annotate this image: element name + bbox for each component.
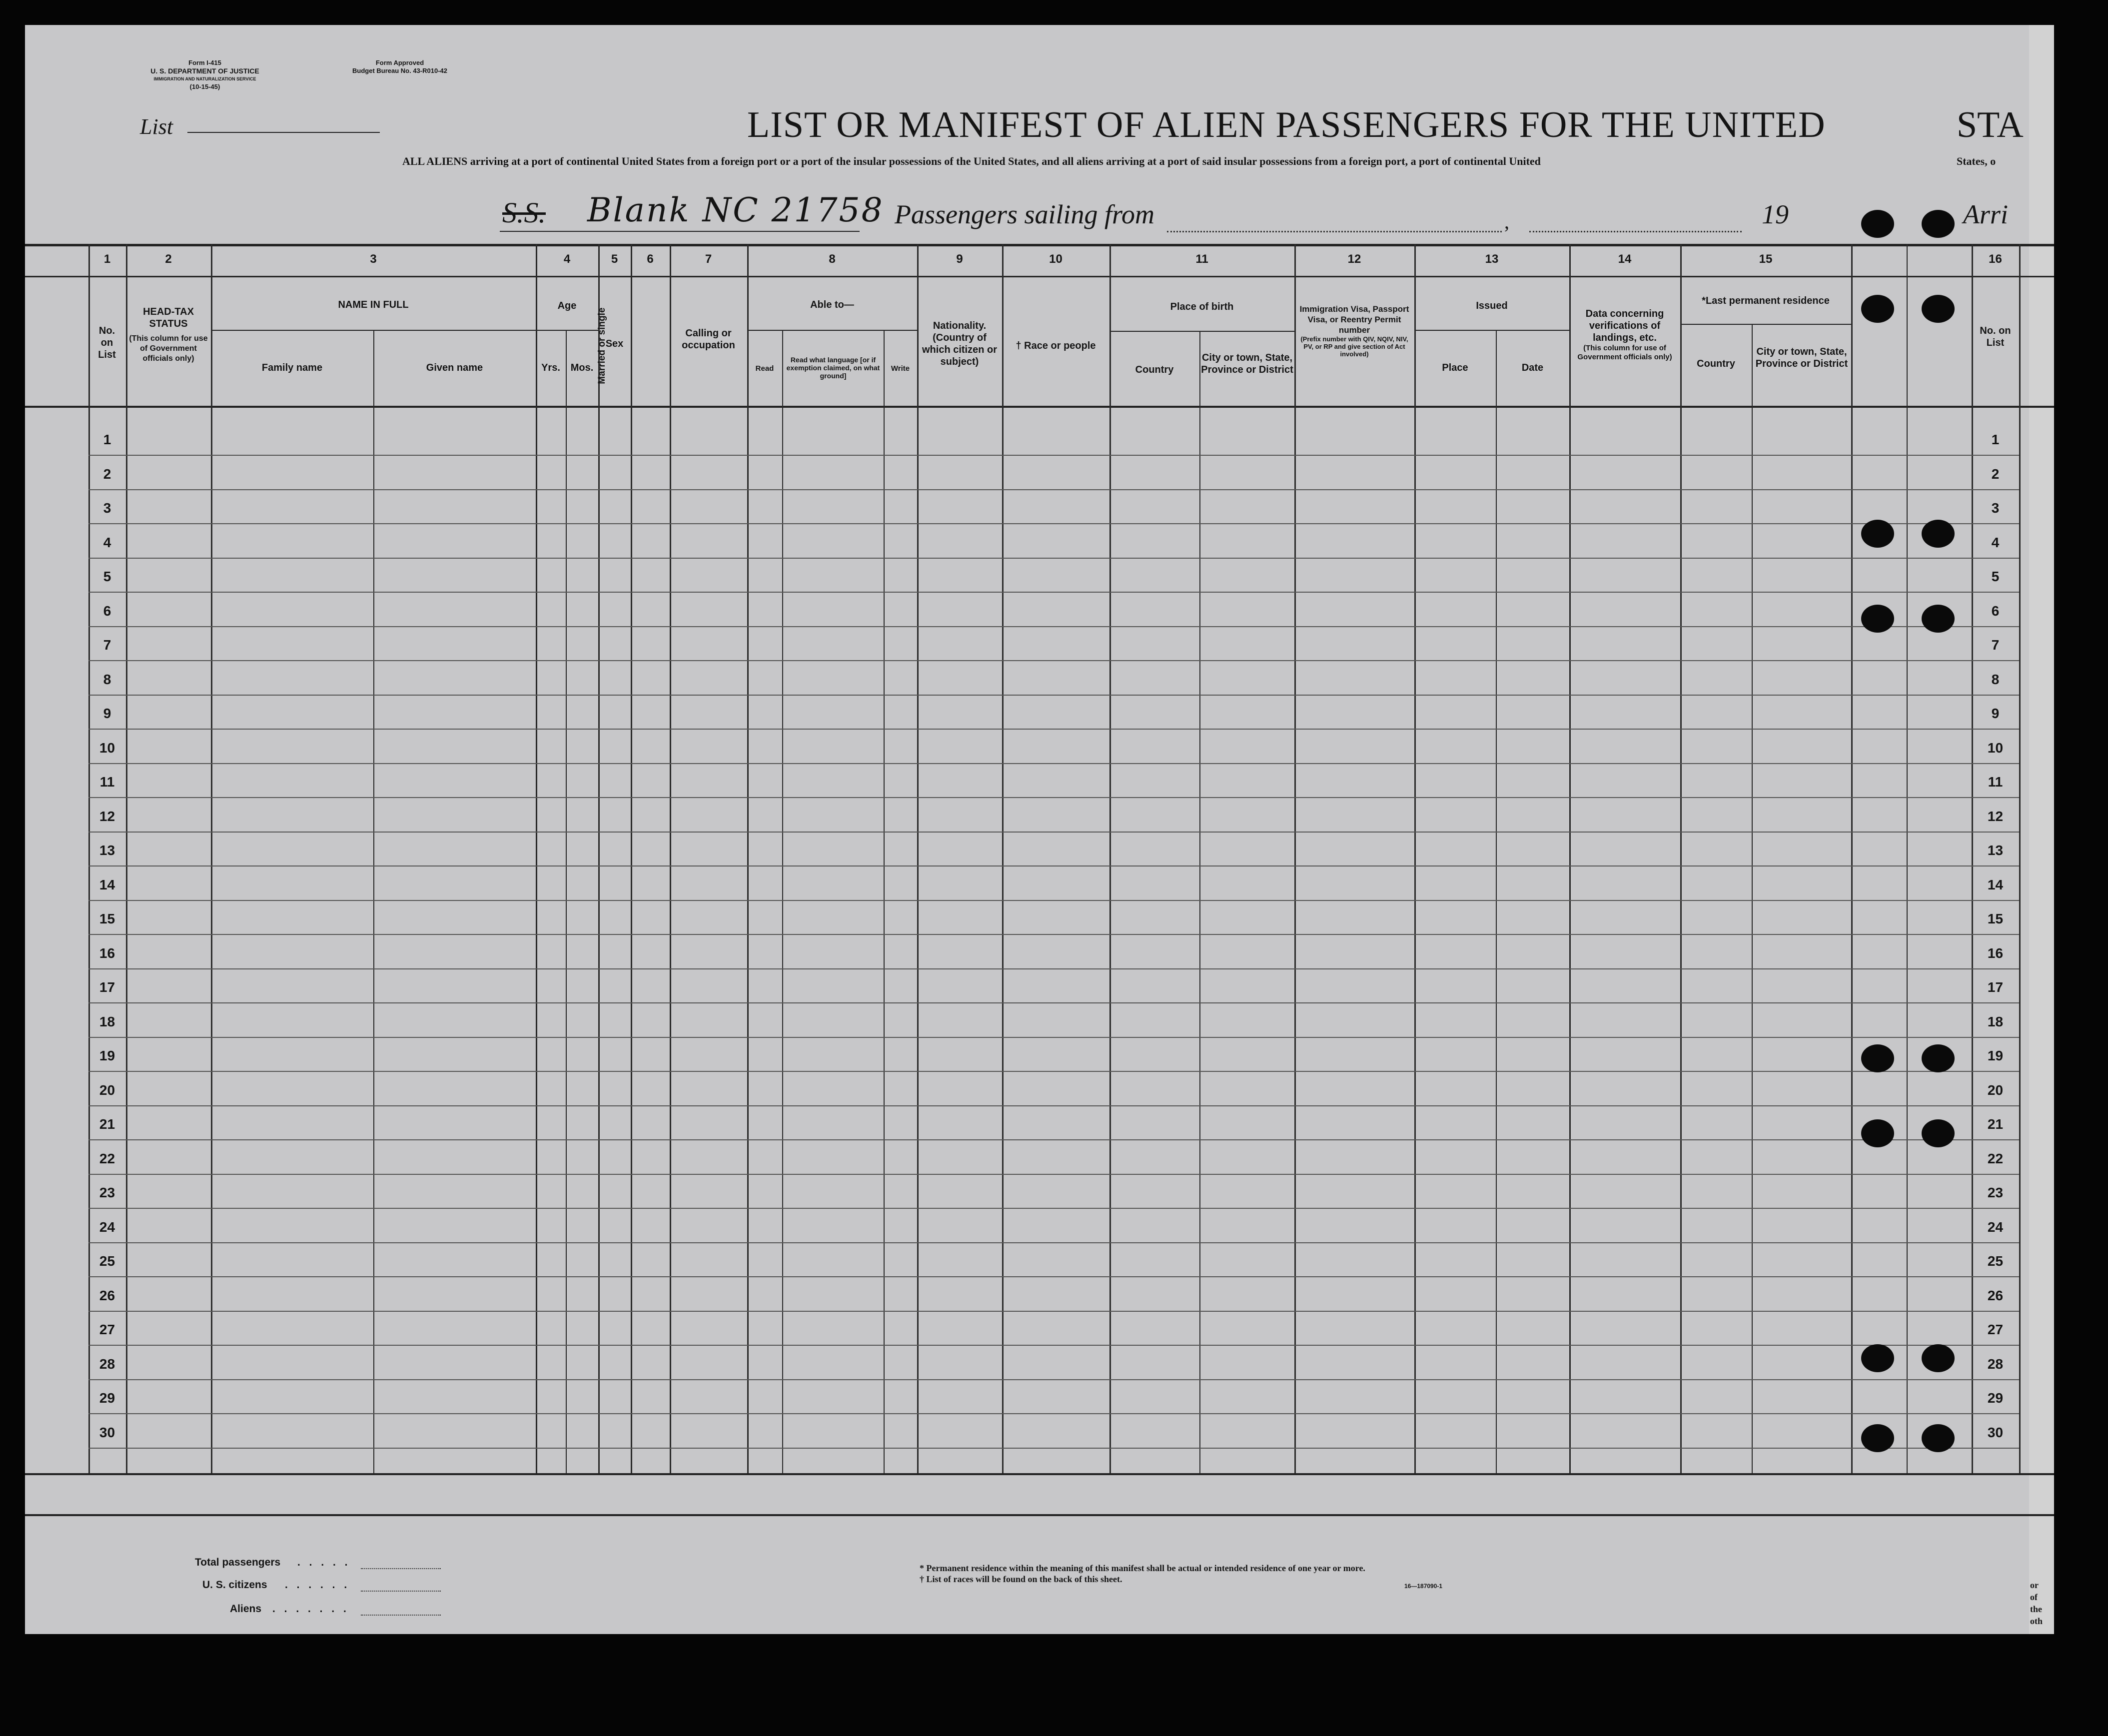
punch-hole: [1922, 1344, 1955, 1372]
punch-hole: [1922, 1424, 1955, 1452]
row-divider: [88, 1413, 2019, 1414]
col-line: [1109, 244, 1111, 1473]
comma: ,: [1504, 210, 1509, 233]
column-number-border: [25, 276, 2054, 277]
edge-text-line: oth: [2030, 1616, 2043, 1626]
row-number: 18: [99, 1013, 115, 1029]
header-mos: Mos.: [570, 362, 594, 373]
header-data-concerning: [1572, 308, 1678, 362]
header-residence-country: Country: [1697, 358, 1735, 369]
row-divider: [88, 1002, 2019, 1003]
aliens-field[interactable]: [361, 1615, 441, 1616]
total-passengers-field[interactable]: [361, 1568, 441, 1569]
col-line: [1851, 244, 1853, 1473]
punch-hole: [1861, 605, 1894, 633]
header-sex: Sex: [605, 338, 624, 349]
header-nationality: Nationality. (Country of which citizen or subject): [922, 320, 998, 367]
row-number-right: 6: [1991, 603, 2000, 619]
table-top-border: [25, 244, 2054, 246]
col-number: 13: [1485, 252, 1499, 266]
header-write: Write: [891, 364, 910, 373]
punch-hole: [1922, 520, 1955, 548]
department: U. S. DEPARTMENT OF JUSTICE: [150, 67, 259, 75]
edge-text-line: or: [2030, 1580, 2039, 1590]
footnote-residence: * Permanent residence within the meaning of this manifest shall be actual or intended residence of one year or more.: [920, 1563, 1365, 1573]
col-number: 6: [647, 252, 654, 266]
row-number: 19: [99, 1048, 115, 1063]
row-divider: [88, 1105, 2019, 1106]
col-number: 5: [611, 252, 618, 266]
row-divider: [88, 729, 2019, 730]
row-divider: [88, 934, 2019, 935]
header-issued-place: Place: [1442, 362, 1468, 373]
row-divider: [88, 1139, 2019, 1140]
list-label: List: [140, 114, 173, 139]
col-line: [1199, 331, 1200, 1473]
issued-subheader-line: [1414, 330, 1569, 331]
head-tax-label: HEAD-TAX STATUS: [143, 306, 194, 329]
row-divider: [88, 523, 2019, 524]
col-line: [782, 330, 783, 1473]
row-divider: [88, 660, 2019, 661]
edge-text: [2030, 1579, 2043, 1627]
row-number: 10: [99, 740, 115, 756]
header-yrs: Yrs.: [541, 362, 560, 373]
row-divider: [88, 1242, 2019, 1243]
aliens-label: Aliens: [230, 1603, 262, 1615]
row-number: 25: [99, 1253, 115, 1269]
header-no-on-list-right: No. on List: [1980, 325, 2011, 348]
row-number: 14: [99, 876, 115, 892]
col-number: 15: [1759, 252, 1773, 266]
dots: . . . . .: [297, 1557, 351, 1568]
form-info: [115, 59, 295, 91]
birth-subheader-line: [1109, 331, 1294, 332]
edge-text-line: of: [2030, 1592, 2038, 1602]
row-number-right: 28: [1987, 1356, 2004, 1372]
row-number: 30: [99, 1424, 115, 1440]
header-calling: Calling or occupation: [682, 328, 735, 351]
punch-hole: [1861, 1044, 1894, 1072]
col-line: [747, 244, 749, 1473]
row-divider: [88, 626, 2019, 627]
row-divider: [88, 1037, 2019, 1038]
col-number: 10: [1049, 252, 1062, 266]
row-number: 24: [99, 1219, 115, 1235]
total-passengers-label: Total passengers: [195, 1557, 281, 1568]
col-number: 3: [370, 252, 377, 266]
row-number-right: 10: [1987, 740, 2004, 756]
footnote-races: † List of races will be found on the back of this sheet.: [920, 1574, 1122, 1584]
row-number: 12: [99, 808, 115, 824]
row-number: 5: [103, 569, 111, 584]
header-issued: Issued: [1476, 300, 1508, 311]
row-number: 20: [99, 1082, 115, 1098]
header-read: Read: [755, 364, 774, 373]
punch-hole: [1922, 210, 1955, 238]
header-read-language: Read what language [or if exemption claimed, on what ground]: [786, 356, 880, 380]
row-divider: [88, 968, 2019, 969]
punch-hole: [1861, 295, 1894, 323]
header-family-name: Family name: [261, 362, 323, 373]
row-number: 2: [103, 466, 111, 482]
col-number: 14: [1618, 252, 1632, 266]
data-concerning-note: (This column for use of Government officials only): [1577, 344, 1672, 361]
row-number: 21: [99, 1116, 115, 1132]
row-number-right: 15: [1987, 911, 2004, 926]
row-number-right: 26: [1987, 1287, 2004, 1303]
header-age: Age: [557, 300, 577, 311]
page-title: LIST OR MANIFEST OF ALIEN PASSENGERS FOR THE UNITED: [747, 104, 1826, 145]
sailing-date-field[interactable]: [1529, 231, 1742, 232]
row-number: 15: [99, 911, 115, 926]
row-number-right: 12: [1987, 808, 2004, 824]
row-number-right: 20: [1987, 1082, 2004, 1098]
row-number: 1: [103, 432, 111, 447]
punch-hole: [1861, 520, 1894, 548]
col-line: [1414, 244, 1416, 1473]
header-place-of-birth: Place of birth: [1170, 301, 1234, 312]
col-line: [126, 244, 127, 1473]
table-bottom-border: [25, 1473, 2054, 1475]
row-number-right: 13: [1987, 843, 2004, 858]
col-number: 2: [165, 252, 172, 266]
header-name-in-full: NAME IN FULL: [338, 299, 409, 310]
ship-line: [500, 231, 860, 232]
col-line: [2019, 244, 2021, 1473]
col-line: [670, 244, 671, 1473]
row-number: 22: [99, 1150, 115, 1166]
dots: . . . . . . .: [272, 1603, 349, 1615]
header-birth-country: Country: [1135, 364, 1174, 375]
row-number-right: 14: [1987, 876, 2004, 892]
row-number: 13: [99, 843, 115, 858]
row-number-right: 25: [1987, 1253, 2004, 1269]
row-number-right: 4: [1991, 534, 2000, 550]
col-line: [373, 330, 374, 1473]
row-number-right: 21: [1987, 1116, 2004, 1132]
row-number: 8: [103, 671, 111, 687]
row-divider: [88, 489, 2019, 490]
sailing-from-label: Passengers sailing from: [895, 199, 1155, 229]
row-number: 27: [99, 1322, 115, 1337]
header-married: Married or single: [597, 307, 607, 384]
ship-name-handwritten: Blank NC 21758: [587, 191, 884, 229]
punch-hole: [1922, 295, 1955, 323]
row-divider: [88, 1311, 2019, 1312]
col-line: [1680, 244, 1682, 1473]
row-number-right: 24: [1987, 1219, 2004, 1235]
col-number: 11: [1195, 252, 1208, 266]
row-number-right: 22: [1987, 1150, 2004, 1166]
manifest-sheet: [25, 25, 2049, 1634]
approved-label: Form Approved: [375, 59, 424, 66]
punch-hole: [1861, 1344, 1894, 1372]
header-residence-city: City or town, State, Province or District: [1755, 346, 1848, 369]
punch-hole: [1861, 210, 1894, 238]
arrival-label: Arri: [1963, 199, 2009, 229]
row-number-right: 2: [1991, 466, 2000, 482]
row-number-right: 8: [1991, 671, 2000, 687]
col-number: 7: [705, 252, 712, 266]
col-number: 4: [563, 252, 571, 266]
row-number: 3: [103, 500, 111, 516]
row-number-right: 18: [1987, 1013, 2004, 1029]
row-number: 16: [99, 945, 115, 961]
footer-top-border: [25, 1514, 2054, 1516]
header-head-tax: [128, 306, 209, 364]
dots: . . . . . .: [285, 1579, 350, 1591]
row-number-right: 16: [1987, 945, 2004, 961]
row-number-right: 3: [1991, 500, 2000, 516]
row-number-right: 5: [1991, 569, 2000, 584]
year-label: 19: [1762, 199, 1789, 229]
edge-text-line: the: [2030, 1604, 2042, 1614]
next-sheet-edge: [2029, 25, 2054, 1634]
row-divider: [88, 1174, 2019, 1175]
punch-hole: [1922, 605, 1955, 633]
form-date: (10-15-45): [189, 83, 220, 90]
row-divider: [88, 832, 2019, 833]
punch-hole: [1922, 1119, 1955, 1147]
row-number-right: 11: [1988, 774, 2003, 790]
col-line: [631, 244, 632, 1473]
col-line: [1569, 244, 1571, 1473]
row-number-right: 27: [1987, 1322, 2004, 1337]
col-number: 9: [956, 252, 963, 266]
row-number-right: 9: [1991, 706, 2000, 721]
row-number: 28: [99, 1356, 115, 1372]
row-divider: [88, 797, 2019, 798]
header-bottom-border: [25, 406, 2054, 408]
header-visa: [1296, 304, 1412, 358]
col-line: [1496, 330, 1497, 1473]
header-birth-city: City or town, State, Province or District: [1201, 352, 1293, 375]
us-citizens-label: U. S. citizens: [202, 1579, 267, 1591]
col-line: [566, 330, 567, 1473]
row-divider: [88, 1276, 2019, 1277]
row-divider: [88, 1208, 2019, 1209]
age-subheader-line: [536, 330, 598, 331]
col-number: 12: [1347, 252, 1361, 266]
col-number: 8: [829, 252, 836, 266]
sailing-from-field[interactable]: [1167, 231, 1502, 232]
row-number: 23: [99, 1185, 115, 1200]
row-number: 11: [99, 774, 115, 790]
punch-hole: [1922, 1044, 1955, 1072]
col-number: 16: [1989, 252, 2002, 266]
row-number: 29: [99, 1390, 115, 1406]
row-number: 6: [103, 603, 111, 619]
punch-hole: [1861, 1424, 1894, 1452]
subtitle-continued: States, o: [1957, 155, 1996, 167]
row-number: 7: [103, 637, 111, 653]
punch-hole: [1861, 1119, 1894, 1147]
row-number: 17: [99, 979, 115, 995]
row-number: 26: [99, 1287, 115, 1303]
col-number: 1: [103, 252, 111, 266]
row-number-right: 1: [1991, 432, 2000, 447]
row-number: 9: [103, 706, 111, 721]
row-divider: [88, 1379, 2019, 1380]
row-divider: [88, 455, 2019, 456]
visa-label: Immigration Visa, Passport Visa, or Reentry Permit number: [1299, 304, 1409, 335]
header-able-to: Able to—: [810, 299, 854, 310]
row-divider: [88, 1071, 2019, 1072]
service: IMMIGRATION AND NATURALIZATION SERVICE: [153, 76, 256, 81]
col-line: [211, 244, 212, 1473]
row-number-right: 29: [1987, 1390, 2004, 1406]
header-race: † Race or people: [1016, 340, 1096, 351]
budget-number: Budget Bureau No. 43-R010-42: [352, 67, 447, 74]
row-number: 4: [103, 534, 111, 550]
row-divider: [88, 1448, 2019, 1449]
subtitle: ALL ALIENS arriving at a port of continental United States from a foreign port or a port of the insular possessions of the United States, and all aliens arriving at a port of said insular possessions from a foreign port, a port of continental United: [402, 155, 1541, 167]
col-line: [598, 244, 600, 1473]
row-number-right: 17: [1987, 979, 2004, 995]
col-line: [884, 330, 885, 1473]
row-divider: [88, 558, 2019, 559]
row-divider: [88, 695, 2019, 696]
row-divider: [88, 866, 2019, 867]
col-line: [536, 244, 537, 1473]
row-number-right: 7: [1991, 637, 2000, 653]
head-tax-note: (This column for use of Government officials only): [129, 334, 208, 363]
approval-info: [325, 59, 475, 75]
header-issued-date: Date: [1521, 362, 1544, 373]
row-divider: [88, 900, 2019, 901]
col-line: [1907, 244, 1908, 1473]
data-concerning-label: Data concerning verifications of landings, etc.: [1585, 308, 1664, 343]
col-line: [1294, 244, 1296, 1473]
list-blank-line: [187, 132, 380, 133]
col-line: [1752, 324, 1753, 1473]
col-line: [1002, 244, 1004, 1473]
us-citizens-field[interactable]: [361, 1591, 441, 1592]
print-code: 16—187090-1: [1404, 1583, 1443, 1590]
col-line: [917, 244, 919, 1473]
row-divider: [88, 592, 2019, 593]
form-id: Form I-415: [188, 59, 221, 66]
residence-subheader-line: [1680, 324, 1851, 325]
visa-note: (Prefix number with QIV, NQIV, NIV, PV, or RP and give section of Act involved): [1300, 335, 1408, 358]
row-divider: [88, 763, 2019, 764]
row-number-right: 19: [1987, 1048, 2004, 1063]
row-divider: [88, 1345, 2019, 1346]
header-last-residence: *Last permanent residence: [1702, 295, 1830, 306]
able-subheader-line: [747, 330, 917, 331]
row-number-right: 23: [1987, 1185, 2004, 1200]
header-no-on-list: No. on List: [98, 325, 116, 360]
row-number-right: 30: [1987, 1424, 2004, 1440]
header-given-name: Given name: [426, 362, 483, 373]
page-title-continued: STA: [1957, 104, 2024, 145]
ss-label: S.S.: [502, 196, 546, 229]
